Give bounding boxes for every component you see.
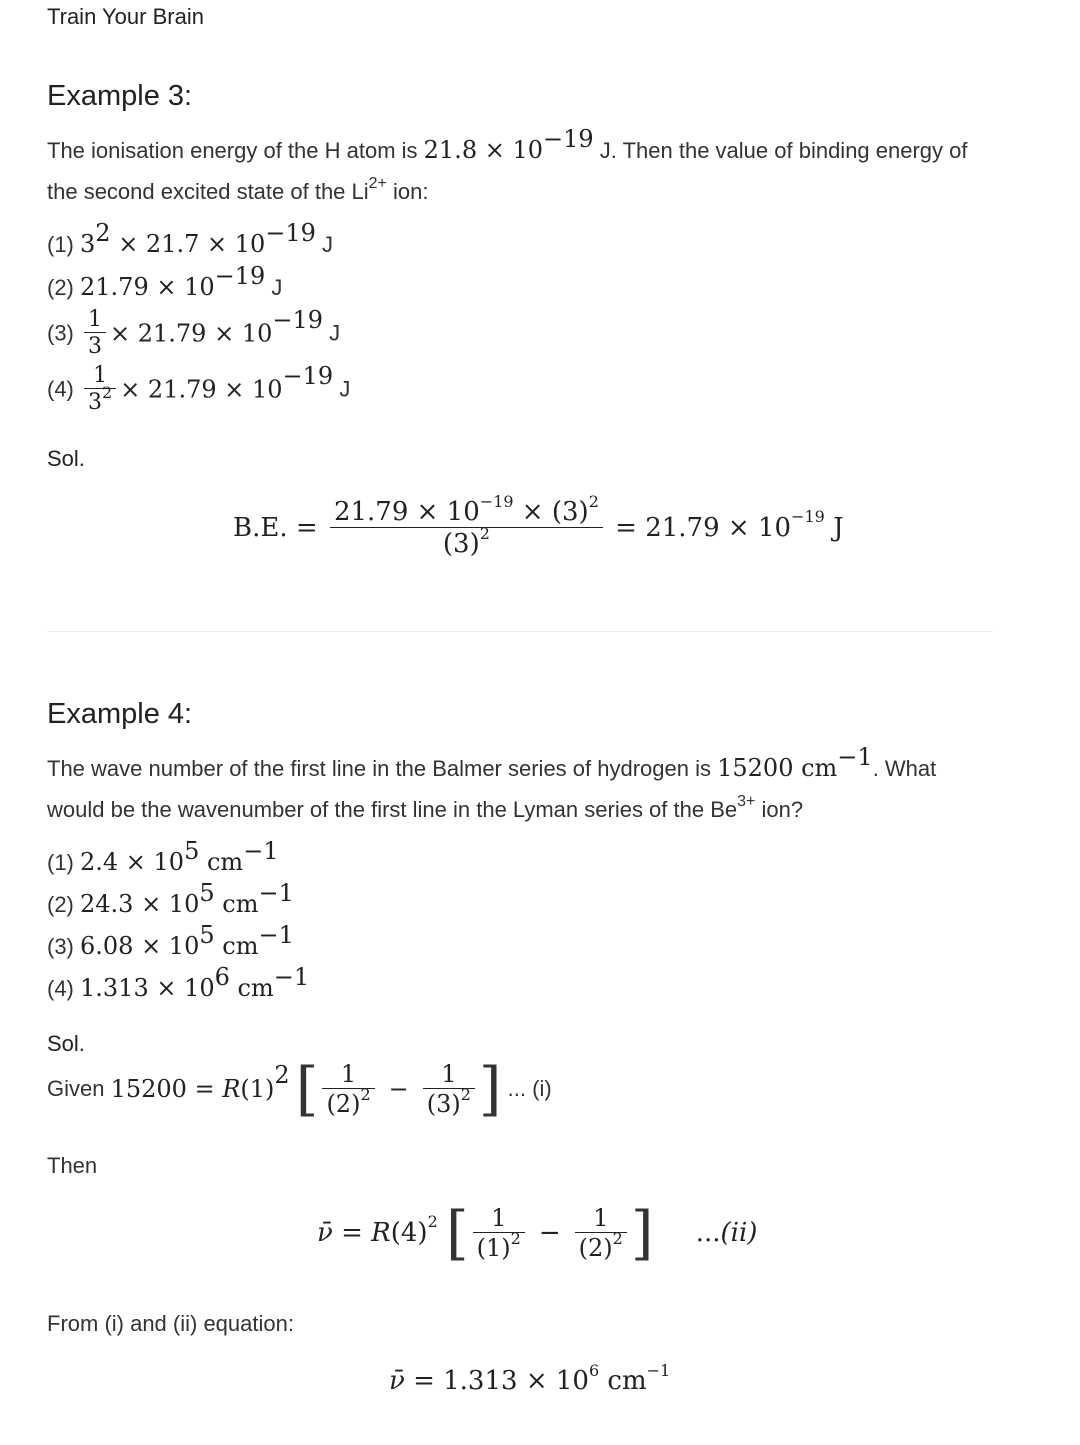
example-3-question: [47, 124, 997, 212]
eq-den-exp: 2: [479, 523, 490, 543]
final-answer-equation: [389, 1361, 671, 1396]
eq-numerator: [330, 492, 603, 527]
q3-ion-charge: 2+: [368, 174, 387, 192]
option-unit-exp: −1: [258, 878, 294, 907]
eq-lhs: B.E. =: [233, 513, 318, 544]
fraction-denominator-base: (2): [326, 1089, 361, 1118]
eq-num-b: × (3): [513, 497, 589, 527]
r-symbol: R: [371, 1218, 391, 1248]
example-4-option-2[interactable]: [47, 878, 294, 918]
given-r-exp: 2: [274, 1061, 290, 1090]
fraction-denominator: [423, 1084, 475, 1118]
option-unit: cm: [214, 932, 259, 960]
example-4-heading: Example 4:: [47, 698, 193, 730]
given-fraction-1: [322, 1061, 374, 1117]
option-label: (1): [47, 232, 80, 257]
fraction-numerator: 1: [340, 1060, 357, 1089]
option-exp: 6: [214, 962, 230, 991]
example-3-option-4[interactable]: [47, 364, 350, 415]
option-label: (4): [47, 976, 80, 1001]
option-exp: −19: [282, 362, 334, 391]
option-base-exp: 2: [95, 218, 111, 247]
option-label: (4): [47, 376, 80, 402]
final-unit-exp: −1: [646, 1361, 671, 1381]
left-bracket: [: [446, 1199, 469, 1267]
equals-sign: =: [332, 1218, 372, 1248]
eq-den-base: (3): [442, 528, 480, 559]
example-3-option-2[interactable]: [47, 261, 283, 301]
option-math: 2.4 × 10: [80, 848, 185, 876]
fraction-denominator: [84, 332, 106, 359]
option-unit-exp: −1: [243, 836, 279, 865]
fraction-denominator-base: (1): [476, 1233, 511, 1262]
r-arg: (4): [390, 1218, 428, 1248]
option-math: × 21.7 × 10: [110, 230, 266, 258]
eq-denominator: [330, 523, 603, 559]
fraction-denominator: [84, 382, 116, 416]
fraction-denominator: [473, 1228, 525, 1262]
example-4-sol-label: Sol.: [47, 1031, 85, 1056]
option-exp: 5: [199, 878, 215, 907]
option-label: (1): [47, 850, 80, 875]
left-bracket: [: [295, 1055, 319, 1123]
given-r-arg: (1): [240, 1075, 275, 1103]
option-unit: J: [315, 232, 334, 257]
from-equations-label: From (i) and (ii) equation:: [47, 1311, 294, 1336]
given-equation: [47, 1055, 552, 1123]
right-bracket: ]: [630, 1199, 654, 1267]
eq-num-a: 21.79 × 10: [333, 497, 480, 527]
eq2-fraction-1: [473, 1205, 525, 1261]
option-label: (3): [47, 934, 80, 959]
brand-title: Train Your Brain: [47, 4, 204, 29]
given-lhs: 15200 =: [110, 1075, 223, 1103]
section-divider: [47, 631, 993, 632]
option-unit-exp: −1: [258, 920, 294, 949]
option-math: 21.79 × 10: [80, 273, 215, 301]
option-exp: −19: [272, 306, 324, 335]
example-3-option-3[interactable]: [47, 308, 340, 359]
equation-tag-dots: ...: [695, 1218, 721, 1248]
eq-rhs-unit: J: [824, 513, 844, 544]
nu-bar-symbol: ν̄: [317, 1218, 333, 1248]
q4-value: 15200 cm: [717, 754, 838, 782]
final-value: = 1.313 × 10: [404, 1366, 589, 1396]
q3-value: 21.8 × 10: [423, 136, 543, 164]
fraction-denominator-base: (3): [426, 1089, 461, 1118]
fraction-denominator-exp: 2: [510, 1228, 521, 1248]
minus-sign: −: [538, 1218, 561, 1248]
q4-ion-charge: 3+: [737, 792, 756, 810]
nu-bar-symbol: ν̄: [389, 1366, 405, 1396]
fraction-denominator-exp: 2: [460, 1084, 471, 1104]
example-4-option-3[interactable]: [47, 920, 294, 960]
example-4-option-1[interactable]: [47, 836, 279, 876]
option-math: × 21.79 × 10: [120, 375, 283, 404]
equation-ii: [317, 1199, 758, 1267]
fraction-denominator-value: 3: [88, 334, 102, 360]
option-unit: cm: [229, 974, 274, 1002]
option-label: (2): [47, 275, 80, 300]
then-label: Then: [47, 1153, 98, 1178]
example-3-heading: Example 3:: [47, 80, 193, 112]
q4-text-3: ion?: [755, 797, 804, 822]
final-exp: 6: [588, 1361, 600, 1381]
final-unit: cm: [599, 1366, 647, 1396]
r-exp: 2: [427, 1212, 438, 1232]
fraction-numerator: 1: [441, 1060, 457, 1089]
example-4-option-4[interactable]: [47, 962, 310, 1002]
given-label: Given: [47, 1076, 111, 1101]
eq-num-exp: −19: [479, 492, 514, 512]
option-unit: cm: [199, 848, 244, 876]
option-unit: J: [333, 376, 351, 402]
given-fraction-2: [423, 1061, 475, 1117]
right-bracket: ]: [478, 1055, 502, 1123]
equation-tag-ii: (ii): [720, 1218, 758, 1248]
fraction-denominator-value: 3: [88, 390, 102, 416]
q4-exp: −1: [837, 742, 873, 771]
option-base: 3: [80, 230, 96, 258]
option-exp: −19: [214, 261, 266, 290]
option-unit: cm: [214, 890, 259, 918]
example-4-question: [47, 742, 997, 830]
q4-text-1: The wave number of the first line in the Balmer series of hydrogen is: [47, 756, 718, 781]
equation-tag-i: ... (i): [501, 1076, 552, 1101]
option-label: (2): [47, 892, 80, 917]
eq2-fraction-2: [575, 1205, 627, 1261]
option-exp: 5: [184, 836, 200, 865]
fraction-denominator-exp: 2: [360, 1084, 371, 1104]
fraction-denominator: [575, 1228, 627, 1262]
q3-text-2: J. Then the value of binding energy of the second excited state of the Li: [47, 138, 968, 204]
fraction-numerator: 1: [93, 363, 108, 388]
q4-text-2: . What would be the wavenumber of the first line in the Lyman series of the Be: [47, 756, 937, 822]
q3-exp: −19: [543, 124, 594, 153]
option-exp: −19: [265, 218, 316, 247]
example-3-sol-label: Sol.: [47, 446, 85, 471]
fraction-numerator: 1: [88, 307, 102, 332]
option-exp: 5: [199, 920, 215, 949]
q3-text-3: ion:: [386, 179, 429, 204]
minus-sign: −: [388, 1075, 409, 1103]
option-unit: J: [323, 320, 341, 346]
fraction-numerator: 1: [491, 1204, 507, 1233]
fraction-denominator-exp: 2: [612, 1228, 623, 1248]
option-math: 1.313 × 10: [80, 974, 215, 1002]
option-math: 24.3 × 10: [80, 890, 200, 918]
example-3-solution-equation: [233, 492, 844, 559]
eq-rhs: = 21.79 × 10: [615, 513, 792, 544]
q3-text-1: The ionisation energy of the H atom is: [47, 138, 424, 163]
fraction-denominator-base: (2): [578, 1233, 613, 1262]
option-label: (3): [47, 320, 80, 346]
option-unit-exp: −1: [273, 962, 310, 991]
eq-num-b-exp: 2: [588, 492, 599, 512]
fraction-denominator-exp: 2: [102, 382, 113, 402]
eq-rhs-exp: −19: [791, 507, 825, 527]
option-fraction: [84, 364, 116, 415]
given-r-symbol: R: [222, 1075, 241, 1103]
eq-fraction: [330, 492, 603, 559]
option-math: × 21.79 × 10: [110, 319, 273, 348]
fraction-denominator: [322, 1084, 374, 1118]
option-fraction: [84, 308, 106, 359]
example-3-option-1[interactable]: [47, 218, 334, 258]
option-unit: J: [265, 275, 283, 300]
fraction-numerator: 1: [593, 1204, 609, 1233]
option-math: 6.08 × 10: [80, 932, 200, 960]
